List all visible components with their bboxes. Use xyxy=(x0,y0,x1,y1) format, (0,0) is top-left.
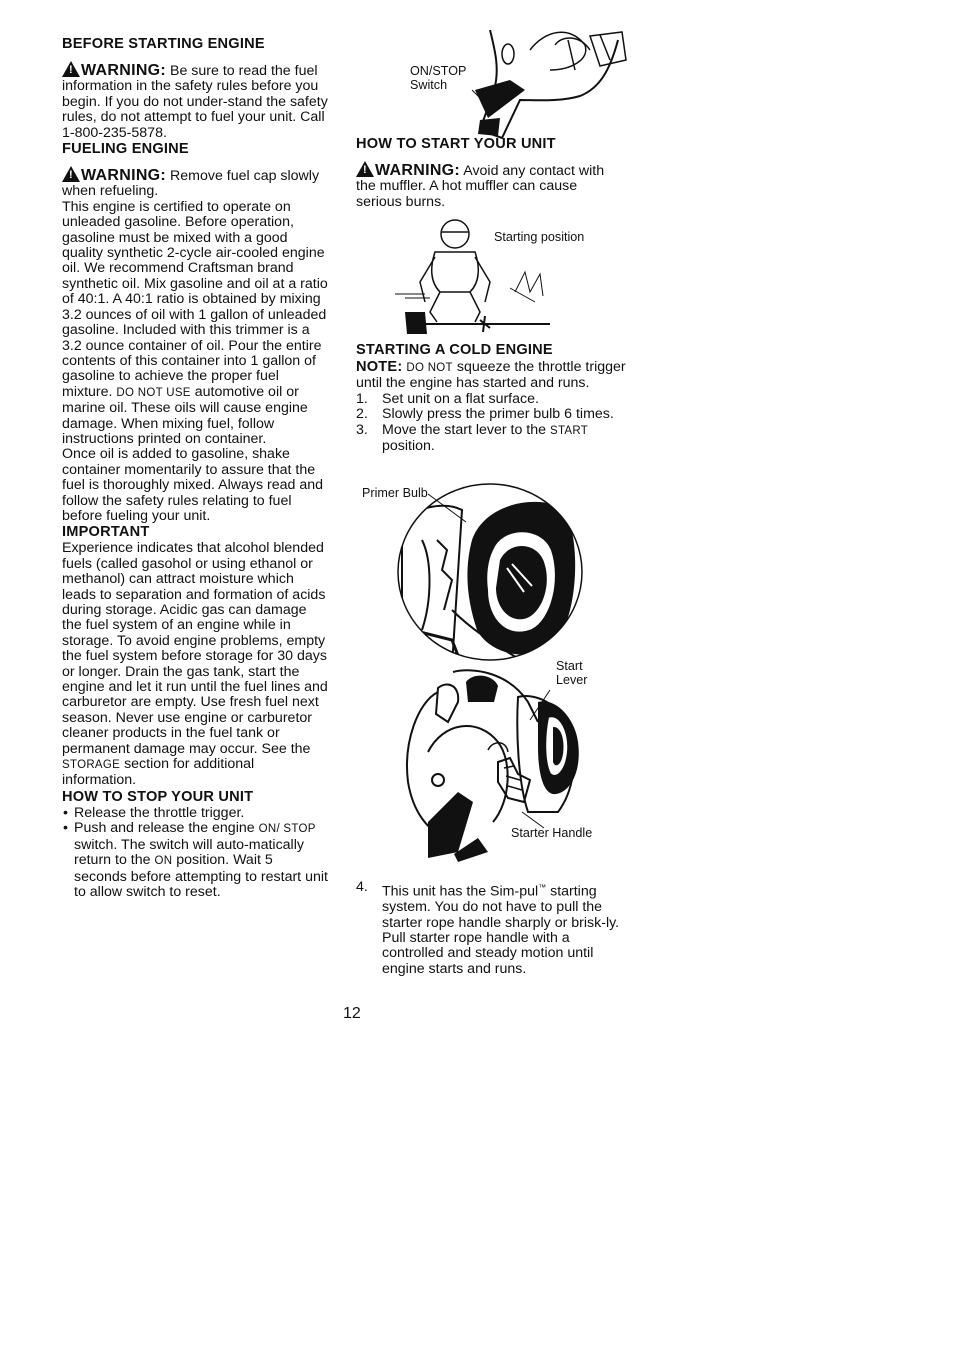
start-unit-heading: HOW TO START YOUR UNIT xyxy=(356,136,556,152)
warning-remove-fuel-cap xyxy=(62,164,328,200)
step-number: 4. xyxy=(356,879,368,895)
list-item xyxy=(356,423,626,455)
warning-triangle-icon xyxy=(356,161,374,177)
starting-position-label: Starting position xyxy=(494,230,585,244)
step-text: starting system. You do not have to pull the starter rope handle sharply or brisk-ly. Pull starter rope handle with a controlled and steady motion until engine starts and runs. xyxy=(382,883,620,977)
note-label: NOTE: xyxy=(356,359,403,375)
trademark-symbol: ™ xyxy=(538,883,547,892)
start-lever-label-line1: Start xyxy=(556,659,583,673)
warning-label: WARNING: xyxy=(81,62,167,79)
start-lever-label xyxy=(556,659,588,687)
on-stop-text: ON/ STOP xyxy=(258,823,316,836)
starter-handle xyxy=(498,758,530,802)
fuel-text-cont: automotive oil or marine oil. These oils will cause engine damage. When mixing fuel, follow instructions printed on container. xyxy=(62,383,308,447)
start-lever-label-line2: Lever xyxy=(556,673,588,687)
step-number: 1. xyxy=(356,390,368,407)
switch-shape xyxy=(475,80,525,118)
important-heading: IMPORTANT xyxy=(62,524,150,541)
warning-triangle-icon xyxy=(62,61,80,77)
step-text: Slowly press the primer bulb 6 times. xyxy=(382,406,614,423)
grass-icon xyxy=(510,272,543,302)
warning-text: Avoid any contact with the muffler. A hot muffler can cause serious burns. xyxy=(356,163,605,210)
fuel-text: This engine is certified to operate on unleaded gasoline. Before operation, gasoline must be mixed with a good quality synthetic 2-cycle air-cooled engine oil. We recommend Craftsman brand synthetic oil. Mix gasoline and oil at a ratio of 40:1. A 40:1 ratio is obtained by mixing 3.2 ounces of oil with 1 gallon of unleaded gasoline. Included with this trimmer is a 3.2 ounce container of oil. Pour the entire contents of this container into 1 gallon of gasoline to achieve the proper fuel mixture. xyxy=(62,198,328,400)
start-steps-list-cont xyxy=(356,880,624,977)
warning-label: WARNING: xyxy=(375,162,461,179)
important-text-cont: section for additional information. xyxy=(62,756,255,789)
list-item xyxy=(356,407,626,422)
step-text: position. xyxy=(382,438,435,455)
list-item xyxy=(356,880,624,977)
warning-read-fuel-info xyxy=(62,59,328,141)
engine-unit xyxy=(405,312,427,334)
before-starting-heading: BEFORE STARTING ENGINE xyxy=(62,36,265,52)
list-text: Push and release the engine xyxy=(74,820,255,837)
note-paragraph xyxy=(356,359,626,392)
step-text: Move the start lever to the xyxy=(382,421,547,438)
warning-text: Remove fuel cap slowly when refueling. xyxy=(62,168,320,200)
fuel-shake-paragraph: Once oil is added to gasoline, shake container momentarily to assure that the fuel is thoroughly mixed. Always read and follow the safety rules relating to fuel before fueling your unit. xyxy=(62,446,324,524)
warning-triangle-icon xyxy=(62,166,80,182)
on-stop-label-line2: Switch xyxy=(410,78,448,92)
step-four-section xyxy=(356,880,624,977)
on-stop-switch-illustration xyxy=(450,30,630,140)
list-item xyxy=(62,821,328,900)
warning-muffler xyxy=(356,159,626,210)
important-text: Experience indicates that alcohol blended fuels (called gasohol or using ethanol or methanol) can attract moisture which leads to separation and formation of acids during storage. Acidic gas can damage the fuel system of an engine while in storage. To avoid engine problems, empty the fuel system before storage for 30 days or longer. Drain the gas tank, start the engine and let it run until the fuel lines and carburetor are empty. Use fresh fuel next season. Never use engine or carburetor cleaner products in the fuel tank or permanent damage may occur. See the xyxy=(62,540,328,757)
on-stop-label-line1: ON/STOP xyxy=(410,64,467,78)
left-column xyxy=(62,36,328,900)
list-text: position. Wait 5 seconds before attempting to restart unit to allow switch to reset. xyxy=(74,852,328,900)
start-text: START xyxy=(549,424,589,437)
do-not-text: DO NOT xyxy=(406,362,453,374)
cold-engine-heading: STARTING A COLD ENGINE xyxy=(356,342,553,358)
list-item: • Release the throttle trigger. xyxy=(62,806,328,821)
step-text: Set unit on a flat surface. xyxy=(382,390,539,407)
step-text: This unit has the Sim-pul xyxy=(382,883,539,900)
do-not-use-text: DO NOT USE xyxy=(116,386,191,399)
stop-unit-list xyxy=(62,806,328,900)
primer-bulb-label: Primer Bulb xyxy=(362,486,428,500)
warning-text: Be sure to read the fuel information in the safety rules before you begin. If you do not under-stand the safety rules, do not attempt to fuel your unit. Call 1-800-235-5878. xyxy=(62,63,328,141)
on-text: ON xyxy=(154,855,173,868)
page-number: 12 xyxy=(343,1005,361,1022)
step-number: 2. xyxy=(356,406,368,423)
primer-bulb-illustration xyxy=(392,480,588,666)
list-item xyxy=(356,392,626,407)
warning-label: WARNING: xyxy=(81,167,167,185)
fueling-engine-heading: FUELING ENGINE xyxy=(62,141,189,158)
right-column xyxy=(356,136,626,210)
start-steps-list xyxy=(356,392,626,455)
on-stop-label xyxy=(410,64,466,92)
cold-engine-section xyxy=(356,342,626,454)
stop-unit-heading: HOW TO STOP YOUR UNIT xyxy=(62,788,254,805)
list-text: switch. The switch will auto-matically return to the xyxy=(74,836,304,869)
starter-handle-label: Starter Handle xyxy=(511,826,593,840)
note-text: squeeze the throttle trigger until the engine has started and runs. xyxy=(356,359,626,392)
person-head xyxy=(441,220,469,248)
fuel-mixing-paragraph xyxy=(62,200,328,448)
important-paragraph xyxy=(62,541,328,789)
start-lever xyxy=(466,676,498,702)
step-number: 3. xyxy=(356,421,368,438)
storage-text: STORAGE xyxy=(62,759,121,772)
